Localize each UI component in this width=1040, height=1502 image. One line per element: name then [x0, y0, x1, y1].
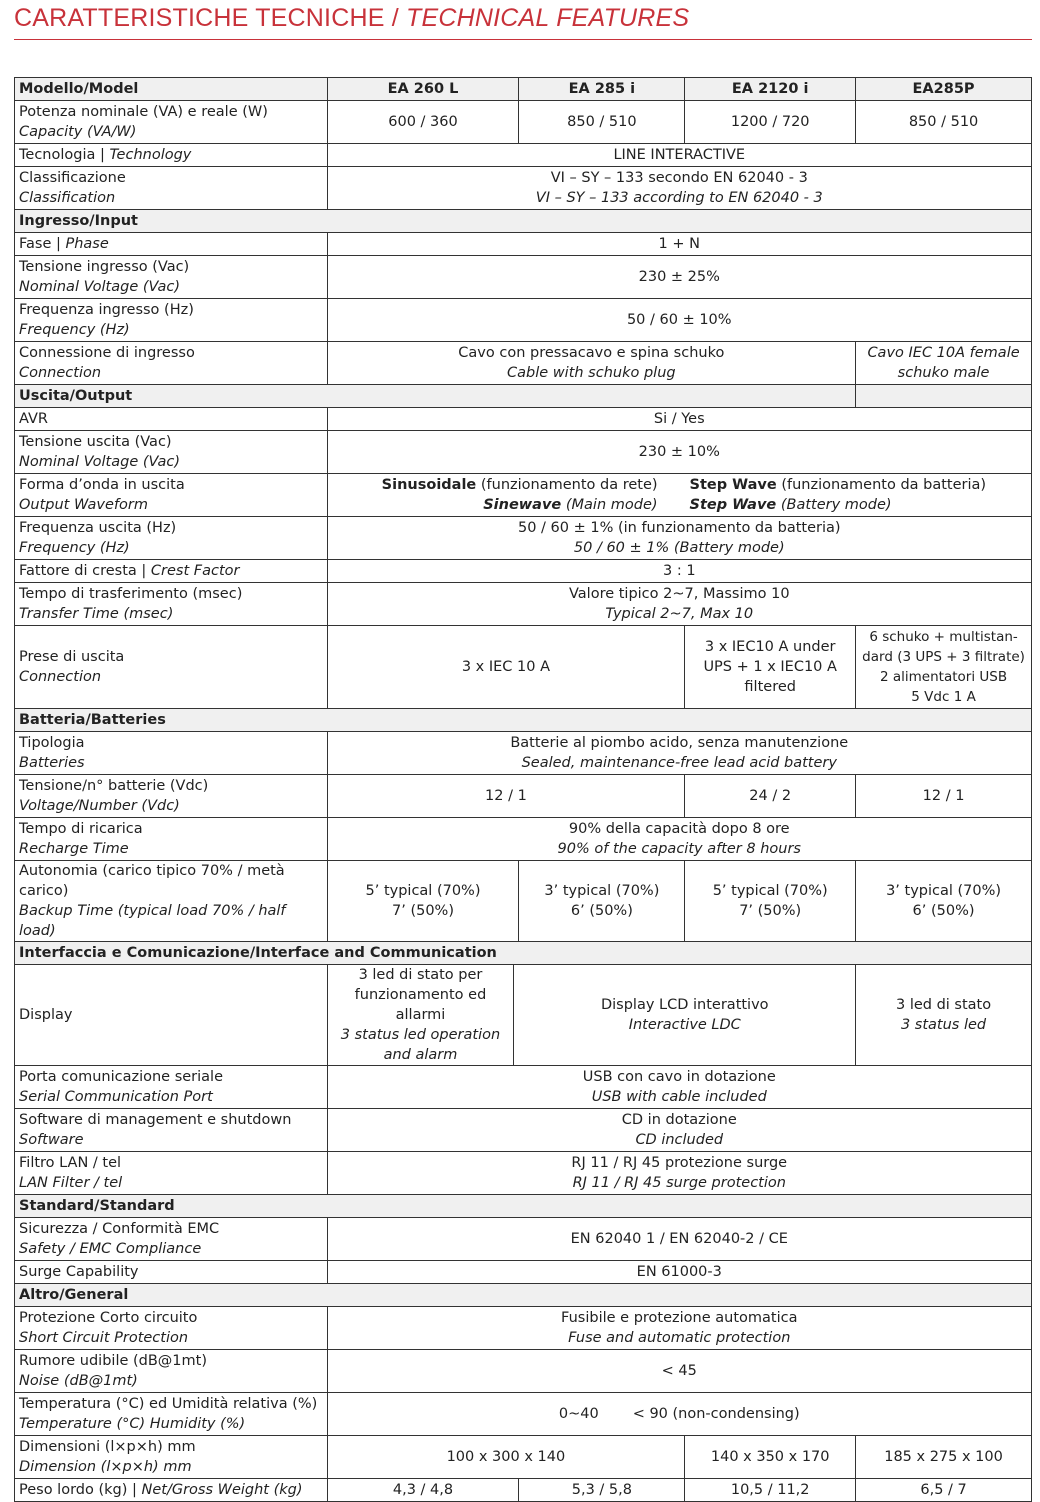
- label-en: Short Circuit Protection: [19, 1330, 189, 1346]
- table-row: [15, 1307, 1032, 1350]
- label-it: Sicurezza / Conformità EMC: [19, 1221, 220, 1237]
- value-line: 3 x IEC10 A under: [704, 639, 836, 655]
- value-line: filtered: [744, 679, 796, 695]
- cell-value: 100 x 300 x 140: [327, 1436, 685, 1479]
- value-line: 3’ typical (70%): [544, 883, 660, 899]
- value-it: 3 led di stato: [895, 997, 992, 1013]
- value-it: Cavo con pressacavo e spina schuko: [458, 345, 725, 361]
- value-en: Typical 2~7, Max 10: [605, 606, 754, 622]
- cell-value: [685, 626, 856, 709]
- waveform-main: [328, 475, 666, 495]
- row-label: [15, 861, 328, 942]
- value-line: 7’ (50%): [392, 903, 454, 919]
- row-label: [15, 1479, 328, 1502]
- row-label: [15, 775, 328, 818]
- value-it: VI – SY – 133 secondo EN 62040 - 3: [550, 170, 808, 186]
- label-en: Classification: [19, 190, 116, 206]
- cell-value: 850 / 510: [519, 101, 685, 144]
- table-row: [15, 1109, 1032, 1152]
- label-en: Capacity (VA/W): [19, 124, 137, 140]
- title-rule: [14, 39, 1032, 40]
- cell-value: 3 : 1: [327, 560, 1031, 583]
- table-row: [15, 101, 1032, 144]
- table-row: [15, 818, 1032, 861]
- cell-value: 3 x IEC 10 A: [327, 626, 685, 709]
- value-it: 3 led di stato per funzionamento ed allarmi: [354, 967, 487, 1023]
- value-en: Sealed, maintenance-free lead acid battery: [521, 755, 837, 771]
- value-it: Valore tipico 2~7, Massimo 10: [568, 586, 790, 602]
- section-row: [15, 942, 1032, 965]
- label-it: Rumore udibile (dB@1mt): [19, 1353, 207, 1369]
- cell-value: [327, 474, 1031, 517]
- label-it: Tempo di trasferimento (msec): [19, 586, 243, 602]
- label-en: Temperature (°C) Humidity (%): [19, 1416, 246, 1432]
- table-row: [15, 775, 1032, 818]
- value-en: CD included: [635, 1132, 724, 1148]
- value-en: 3 status led: [900, 1017, 987, 1033]
- value-line: 6’ (50%): [912, 903, 975, 919]
- value-line: 5 Vdc 1 A: [911, 689, 976, 705]
- waveform-battery-note: (funzionamento da batteria): [776, 477, 987, 493]
- label-it: Software di management e shutdown: [19, 1112, 292, 1128]
- label-en: Software: [19, 1132, 84, 1148]
- section-title: Batteria/Batteries: [15, 709, 1032, 732]
- waveform-main-en: [328, 495, 666, 515]
- cell-value: [327, 965, 514, 1066]
- label-it: Temperatura (°C) ed Umidità relativa (%): [19, 1396, 318, 1412]
- section-title: Interfaccia e Comunicazione/Interface and Communication: [15, 942, 1032, 965]
- cell-value: 12 / 1: [327, 775, 685, 818]
- table-row: [15, 144, 1032, 167]
- table-row: [15, 233, 1032, 256]
- value-line: 6 schuko + multistan-: [869, 629, 1018, 645]
- table-row: [15, 732, 1032, 775]
- table-row: [15, 517, 1032, 560]
- label-en: Backup Time (typical load 70% / half load): [19, 903, 286, 939]
- value-line: 2 alimentatori USB: [880, 669, 1008, 685]
- value-it: Batterie al piombo acido, senza manutenzione: [510, 735, 849, 751]
- table-row: [15, 342, 1032, 385]
- label-en: Dimension (l×p×h) mm: [19, 1459, 192, 1475]
- row-label: AVR: [15, 408, 328, 431]
- row-label: [15, 101, 328, 144]
- table-row: [15, 1393, 1032, 1436]
- waveform-battery: [666, 475, 1031, 495]
- cell-value: 50 / 60 ± 10%: [327, 299, 1031, 342]
- section-row: [15, 1284, 1032, 1307]
- cell-value: 6,5 / 7: [856, 1479, 1032, 1502]
- value-it: USB con cavo in dotazione: [582, 1069, 776, 1085]
- row-label: [15, 1307, 328, 1350]
- value-en: USB with cable included: [591, 1089, 767, 1105]
- label-en: Transfer Time (msec): [19, 606, 174, 622]
- cell-value: 600 / 360: [327, 101, 519, 144]
- label-en: Frequency (Hz): [19, 540, 130, 556]
- temp-range: 0~40: [558, 1406, 599, 1422]
- row-label: [15, 1436, 328, 1479]
- label-en: Connection: [19, 365, 102, 381]
- cell-value: 230 ± 25%: [327, 256, 1031, 299]
- table-row: [15, 1350, 1032, 1393]
- label-en: Serial Communication Port: [19, 1089, 213, 1105]
- label-en: Voltage/Number (Vdc): [19, 798, 180, 814]
- value-line: 6’ (50%): [570, 903, 633, 919]
- row-label: [15, 167, 328, 210]
- table-row: [15, 560, 1032, 583]
- cell-value: [327, 1109, 1031, 1152]
- cell-value: [327, 861, 519, 942]
- header-row: [15, 78, 1032, 101]
- table-row: [15, 167, 1032, 210]
- cell-value: 10,5 / 11,2: [685, 1479, 856, 1502]
- value-en: Fuse and automatic protection: [568, 1330, 791, 1346]
- label-it: Tensione uscita (Vac): [19, 434, 172, 450]
- cell-value: [856, 861, 1032, 942]
- value-it: RJ 11 / RJ 45 protezione surge: [571, 1155, 788, 1171]
- row-label: [15, 560, 328, 583]
- cell-value: 5,3 / 5,8: [519, 1479, 685, 1502]
- cell-value: [327, 342, 856, 385]
- row-label: [15, 233, 328, 256]
- row-label: [15, 342, 328, 385]
- cell-value: [327, 517, 1031, 560]
- waveform-battery-en-label: Step Wave: [689, 497, 777, 513]
- label-en: Crest Factor: [150, 563, 240, 579]
- value-en: 3 status led operation and alarm: [340, 1027, 501, 1063]
- section-title: Altro/General: [15, 1284, 1032, 1307]
- waveform-main-en-note: (Main mode): [561, 497, 658, 513]
- label-it: Porta comunicazione seriale: [19, 1069, 224, 1085]
- cell-value: 230 ± 10%: [327, 431, 1031, 474]
- cell-value: Si / Yes: [327, 408, 1031, 431]
- row-label: Display: [15, 965, 328, 1066]
- label-it: Connessione di ingresso: [19, 345, 195, 361]
- cell-value: [685, 861, 856, 942]
- cell-value: 4,3 / 4,8: [327, 1479, 519, 1502]
- cell-value: 24 / 2: [685, 775, 856, 818]
- section-title: Uscita/Output: [15, 385, 856, 408]
- table-row: [15, 1066, 1032, 1109]
- cell-value: 1 + N: [327, 233, 1031, 256]
- value-line: schuko male: [897, 365, 990, 381]
- model-ea260l: EA 260 L: [327, 78, 519, 101]
- row-label: [15, 144, 328, 167]
- value-en: VI – SY – 133 according to EN 62040 - 3: [535, 190, 823, 206]
- table-row: [15, 1479, 1032, 1502]
- value-it: Display LCD interattivo: [600, 997, 769, 1013]
- row-label: [15, 1218, 328, 1261]
- label-it: Frequenza ingresso (Hz): [19, 302, 194, 318]
- spec-table: [14, 77, 1032, 1502]
- header-label: Modello/Model: [15, 78, 328, 101]
- section-title: Standard/Standard: [15, 1195, 1032, 1218]
- cell-value: < 45: [327, 1350, 1031, 1393]
- table-row: [15, 1436, 1032, 1479]
- label-en: Safety / EMC Compliance: [19, 1241, 202, 1257]
- label-en: Frequency (Hz): [19, 322, 130, 338]
- cell-value: [327, 1066, 1031, 1109]
- row-label: [15, 474, 328, 517]
- row-label: [15, 626, 328, 709]
- label-it: Fattore di cresta |: [19, 563, 151, 579]
- value-line: dard (3 UPS + 3 filtrate): [862, 649, 1025, 665]
- cell-value: [514, 965, 856, 1066]
- title-english: TECHNICAL FEATURES: [406, 4, 690, 32]
- cell-value: EN 61000-3: [327, 1261, 1031, 1284]
- cell-value: 1200 / 720: [685, 101, 856, 144]
- row-label: [15, 299, 328, 342]
- table-row: [15, 299, 1032, 342]
- label-en: Recharge Time: [19, 841, 129, 857]
- cell-value: [327, 1393, 1031, 1436]
- label-it: Potenza nominale (VA) e reale (W): [19, 104, 268, 120]
- table-row: [15, 474, 1032, 517]
- cell-value: [327, 583, 1031, 626]
- table-row: [15, 408, 1032, 431]
- label-en: Phase: [65, 236, 109, 252]
- empty-cell: [856, 385, 1032, 408]
- waveform-line-2: [328, 495, 1031, 515]
- row-label: [15, 1350, 328, 1393]
- cell-value: [856, 965, 1032, 1066]
- label-en: Net/Gross Weight (kg): [141, 1482, 303, 1498]
- value-it: CD in dotazione: [621, 1112, 737, 1128]
- label-it: Classificazione: [19, 170, 126, 186]
- value-en: Cable with schuko plug: [507, 365, 676, 381]
- row-label: [15, 732, 328, 775]
- value-line: 5’ typical (70%): [365, 883, 481, 899]
- label-it: Fase |: [19, 236, 66, 252]
- label-en: Output Waveform: [19, 497, 148, 513]
- value-en: Interactive LDC: [628, 1017, 741, 1033]
- cell-value: 185 x 275 x 100: [856, 1436, 1032, 1479]
- table-row: [15, 431, 1032, 474]
- label-it: Tipologia: [19, 735, 85, 751]
- cell-value: [856, 342, 1032, 385]
- label-en: Connection: [19, 669, 102, 685]
- model-ea285p: EA285P: [856, 78, 1032, 101]
- humidity-range: < 90 (non-condensing): [632, 1406, 800, 1422]
- value-it: 50 / 60 ± 1% (in funzionamento da batteria): [517, 520, 841, 536]
- value-en: 90% of the capacity after 8 hours: [557, 841, 801, 857]
- row-label: [15, 583, 328, 626]
- waveform-main-note: (funzionamento da rete): [476, 477, 658, 493]
- label-it: Tempo di ricarica: [19, 821, 143, 837]
- cell-value: [327, 818, 1031, 861]
- label-en: Noise (dB@1mt): [19, 1373, 138, 1389]
- table-row: [15, 965, 1032, 1066]
- label-it: Frequenza uscita (Hz): [19, 520, 177, 536]
- label-it: Tecnologia |: [19, 147, 110, 163]
- label-it: Peso lordo (kg) |: [19, 1482, 142, 1498]
- label-it: Autonomia (carico tipico 70% / metà carico): [19, 863, 285, 899]
- cell-value: [856, 626, 1032, 709]
- table-row: [15, 1218, 1032, 1261]
- waveform-battery-en: [666, 495, 1031, 515]
- section-row: [15, 709, 1032, 732]
- table-row: [15, 583, 1032, 626]
- cell-value: [327, 1307, 1031, 1350]
- cell-value: 850 / 510: [856, 101, 1032, 144]
- cell-value: 140 x 350 x 170: [685, 1436, 856, 1479]
- cell-value: EN 62040 1 / EN 62040-2 / CE: [327, 1218, 1031, 1261]
- model-ea285i: EA 285 i: [519, 78, 685, 101]
- row-label: [15, 1066, 328, 1109]
- label-en: LAN Filter / tel: [19, 1175, 123, 1191]
- cell-value: LINE INTERACTIVE: [327, 144, 1031, 167]
- model-ea2120i: EA 2120 i: [685, 78, 856, 101]
- value-it: Fusibile e protezione automatica: [561, 1310, 798, 1326]
- table-row: [15, 861, 1032, 942]
- cell-value: [327, 732, 1031, 775]
- row-label: [15, 1393, 328, 1436]
- title-italian: CARATTERISTICHE TECNICHE /: [14, 4, 399, 32]
- label-it: Filtro LAN / tel: [19, 1155, 122, 1171]
- section-row: [15, 385, 1032, 408]
- label-it: Prese di uscita: [19, 649, 125, 665]
- row-label: [15, 517, 328, 560]
- table-row: [15, 256, 1032, 299]
- label-it: Tensione/n° batterie (Vdc): [19, 778, 209, 794]
- table-row: [15, 1152, 1032, 1195]
- section-row: [15, 210, 1032, 233]
- waveform-line-1: [328, 475, 1031, 495]
- cell-value: [519, 861, 685, 942]
- label-en: Nominal Voltage (Vac): [19, 279, 181, 295]
- value-en: RJ 11 / RJ 45 surge protection: [572, 1175, 786, 1191]
- cell-value: 12 / 1: [856, 775, 1032, 818]
- label-en: Nominal Voltage (Vac): [19, 454, 181, 470]
- label-it: Forma d’onda in uscita: [19, 477, 185, 493]
- section-row: [15, 1195, 1032, 1218]
- label-en: Batteries: [19, 755, 85, 771]
- value-en: 50 / 60 ± 1% (Battery mode): [573, 540, 785, 556]
- row-label: [15, 1152, 328, 1195]
- cell-value: [327, 167, 1031, 210]
- value-it: 90% della capacità dopo 8 ore: [568, 821, 790, 837]
- table-row: [15, 1261, 1032, 1284]
- row-label: [15, 1109, 328, 1152]
- row-label: [15, 431, 328, 474]
- waveform-main-en-label: Sinewave: [483, 497, 562, 513]
- label-it: Tensione ingresso (Vac): [19, 259, 190, 275]
- value-line: 3’ typical (70%): [886, 883, 1002, 899]
- value-line: Cavo IEC 10A female: [867, 345, 1020, 361]
- row-label: Surge Capability: [15, 1261, 328, 1284]
- page-title: [14, 4, 689, 33]
- row-label: [15, 256, 328, 299]
- section-title: Ingresso/Input: [15, 210, 1032, 233]
- value-line: 5’ typical (70%): [712, 883, 828, 899]
- row-label: [15, 818, 328, 861]
- table-row: [15, 626, 1032, 709]
- waveform-battery-label: Step Wave: [689, 477, 777, 493]
- value-line: UPS + 1 x IEC10 A: [703, 659, 837, 675]
- waveform-battery-en-note: (Battery mode): [776, 497, 892, 513]
- value-line: 7’ (50%): [739, 903, 802, 919]
- label-it: Dimensioni (l×p×h) mm: [19, 1439, 196, 1455]
- label-it: Protezione Corto circuito: [19, 1310, 198, 1326]
- cell-value: [327, 1152, 1031, 1195]
- label-en: Technology: [109, 147, 192, 163]
- waveform-main-label: Sinusoidale: [381, 477, 477, 493]
